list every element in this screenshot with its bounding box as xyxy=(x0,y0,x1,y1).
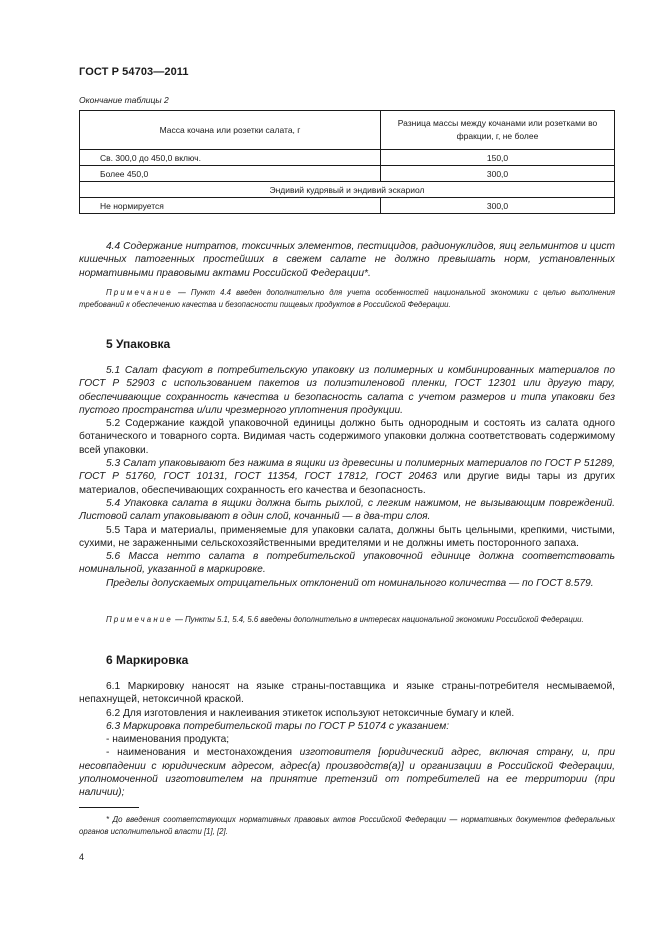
section-6-title: 6 Маркировка xyxy=(106,653,189,667)
table-cell-mass: Не нормируется xyxy=(80,198,381,214)
table-cell-mass: Св. 300,0 до 450,0 включ. xyxy=(80,150,381,166)
table-row xyxy=(80,198,615,214)
table-group-label: Эндивий кудрявый и эндивий эскариол xyxy=(80,182,615,198)
footnote-divider xyxy=(79,807,139,808)
paragraph-5-1: 5.1 Салат фасуют в потребительскую упаковку из полимерных и комбинированных материалов по ГОСТ Р 52903 с использованием пакетов из полиэтиленовой пленки, ГОСТ 12301 или другую тару, обеспечивающие сохранность качества и безопасность салата с учетом размеров и типа упаковки без пустого пространства и/или чрезмерного уплотнения продукции. xyxy=(79,365,615,416)
table-cell-difference: 300,0 xyxy=(381,198,615,214)
table-cell-mass: Более 450,0 xyxy=(80,166,381,182)
paragraph-6-3: 6.3 Маркировка потребительской тары по ГОСТ Р 51074 с указанием: xyxy=(106,720,450,732)
note-label: Примечание xyxy=(106,288,173,297)
paragraph-5-6-limits: Пределы допускаемых отрицательных отклонений от номинального количества — по ГОСТ 8.579. xyxy=(106,577,594,589)
standard-header: ГОСТ Р 54703—2011 xyxy=(79,66,189,78)
list-item-italic: изготовителя [юридический адрес, включая страну, и, при несовпадении с юридическим адресом, адрес(а) производств(а)] и организации в Российской Федерации, уполномоченной изготовителем на принятие претензий от потребителей на ее территории (при наличии); xyxy=(79,747,615,799)
paragraph-5-3-rest: или другие виды тары из других материалов, обеспечивающих сохранность его качества и безопасность. xyxy=(79,471,615,496)
note-text: — Пункты 5.1, 5.4, 5.6 введены дополнительно в интересах национальной экономики Российской Федерации. xyxy=(172,615,584,624)
paragraph-5-6: 5.6 Масса нетто салата в потребительской упаковочной единице должна соответствовать номинальной, указанной в маркировке. xyxy=(79,551,615,576)
paragraph-5-5: 5.5 Тара и материалы, применяемые для упаковки салата, должны быть цельными, крепкими, чистыми, сухими, не зараженными сельскохозяйственными вредителями и не должны иметь посторонного запаха. xyxy=(79,524,615,549)
note-label: Примечание xyxy=(106,615,173,624)
list-item: - наименования продукта; xyxy=(106,734,230,746)
table-cell-difference: 300,0 xyxy=(381,166,615,182)
table-group-row xyxy=(80,182,615,198)
table-header-row xyxy=(80,111,615,150)
table-cell-difference: 150,0 xyxy=(381,150,615,166)
section-5-title: 5 Упаковка xyxy=(106,337,171,351)
paragraph-5-4: 5.4 Упаковка салата в ящики должна быть рыхлой, с легким нажимом, не вызывающим повреждений. Листовой салат упаковывают в один слой, кочанный — в два-три слоя. xyxy=(79,497,615,523)
note-4-4 xyxy=(79,287,615,310)
section-6-body xyxy=(79,680,615,800)
table-caption: Окончание таблицы 2 xyxy=(79,95,169,105)
paragraph-4-4: 4.4 Содержание нитратов, токсичных элементов, пестицидов, радионуклидов, яиц гельминтов и цист кишечных патогенных простейших в свежем салате не должно превышать норм, установленных нормативными правовыми актами Российской Федерации*. xyxy=(79,241,615,279)
note-text: — Пункт 4.4 введен дополнительно для учета особенностей национальной экономики с целью выполнения требований к обеспечению качества и безопасности пищевых продуктов в Российской Федерации. xyxy=(79,288,615,309)
paragraph-5-2: 5.2 Содержание каждой упаковочной единицы должно быть однородным и состоять из салата одного ботанического и товарного сорта. Видимая часть содержимого упаковки должна соответствовать содержимому всей упаковки. xyxy=(79,418,615,456)
paragraph-5-3-italic: 5.3 Салат упаковывают без нажима в ящики из древесины и полимерных материалов по ГОСТ Р 51289, ГОСТ Р 51760, ГОСТ 10131, ГОСТ 11354, ГОСТ 17812, ГОСТ 20463 xyxy=(79,458,615,483)
table-header-difference: Разница массы между кочанами или розетками во фракции, г, не более xyxy=(381,111,615,150)
list-item-lead: - наименования и местонахождения xyxy=(106,747,300,759)
footnote: * До введения соответствующих нормативных правовых актов Российской Федерации — нормативных документов федеральных органов исполнительной власти [1], [2]. xyxy=(79,815,615,836)
paragraph-6-2: 6.2 Для изготовления и наклеивания этикеток используют нетоксичные бумагу и клей. xyxy=(106,707,515,719)
section-5-body xyxy=(79,364,615,590)
table-row xyxy=(80,150,615,166)
paragraph-6-1: 6.1 Маркировку наносят на языке страны-поставщика и языке страны-потребителя несмываемой, непахнущей, нетоксичной краской. xyxy=(79,681,615,706)
paragraph-5-3 xyxy=(79,457,615,497)
note-5 xyxy=(79,614,615,626)
page-number: 4 xyxy=(79,852,85,862)
table-header-mass: Масса кочана или розетки салата, г xyxy=(80,111,381,150)
table-row xyxy=(80,166,615,182)
mass-difference-table xyxy=(79,110,615,214)
list-item xyxy=(79,746,615,799)
